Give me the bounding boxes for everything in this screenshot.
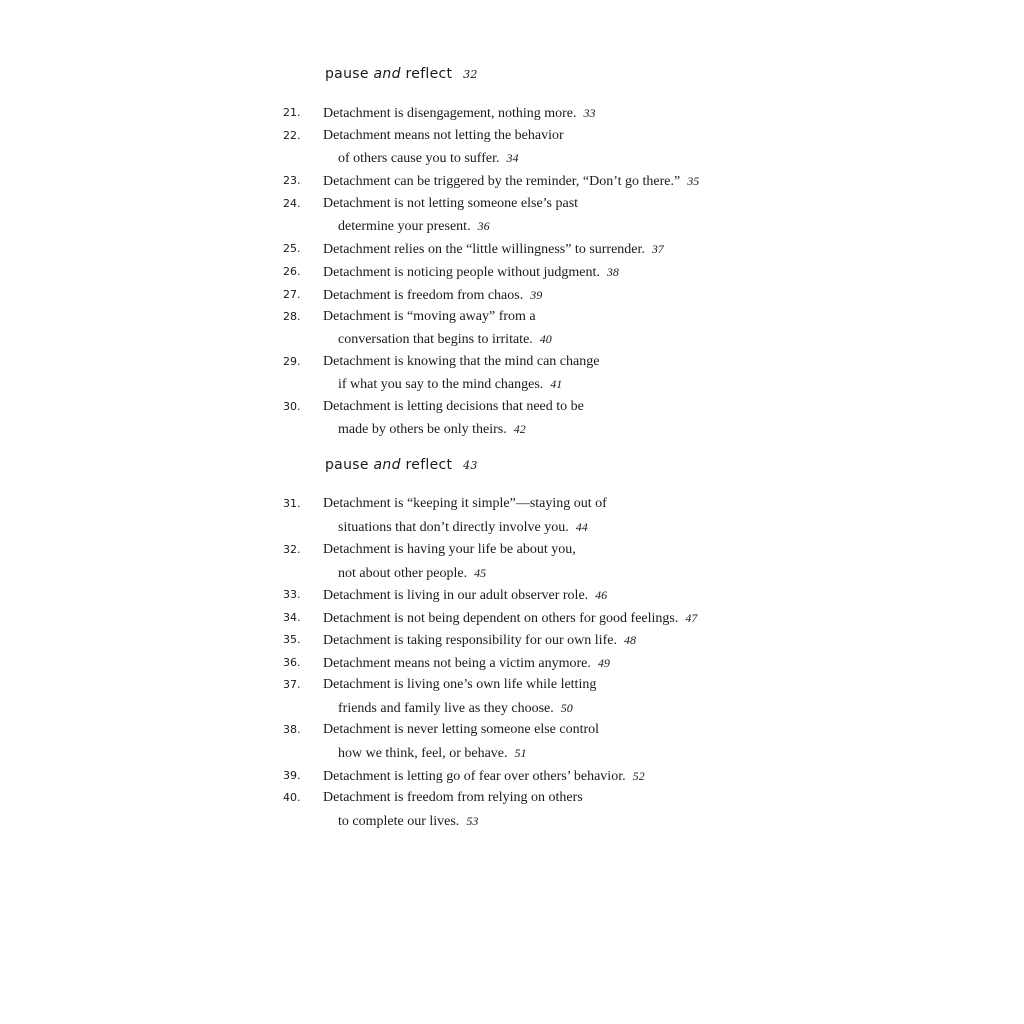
entry-text: of others cause you to suffer. <box>338 151 500 166</box>
entry-number: 21. <box>283 106 301 119</box>
entry-text: Detachment is taking responsibility for our own life. <box>323 633 617 648</box>
section-heading <box>325 457 478 473</box>
entry-text: Detachment is freedom from chaos. <box>323 288 524 303</box>
heading-word-reflect: reflect <box>405 66 453 82</box>
entry-text-line <box>323 170 699 193</box>
entry-number: 35. <box>283 633 301 646</box>
entry-text-line: Detachment is knowing that the mind can change <box>323 354 600 369</box>
entry-text-line-continued <box>338 215 490 238</box>
entry-text-line: Detachment is living one’s own life while letting <box>323 677 597 692</box>
heading-word-and: and <box>373 457 401 473</box>
entry-page-number: 52 <box>632 769 645 783</box>
heading-word-and: and <box>373 66 401 82</box>
entry-number: 40. <box>283 791 301 804</box>
entry-number: 38. <box>283 723 301 736</box>
entry-number: 22. <box>283 129 301 142</box>
entry-number: 23. <box>283 174 301 187</box>
entry-page-number: 49 <box>597 656 610 670</box>
entry-text: if what you say to the mind changes. <box>338 377 544 392</box>
entry-text-line-continued <box>338 328 552 351</box>
entry-page-number: 45 <box>474 566 487 580</box>
entry-number: 28. <box>283 310 301 323</box>
entry-text-line: Detachment is “moving away” from a <box>323 309 536 324</box>
entry-text-line-continued <box>338 742 527 765</box>
entry-page-number: 51 <box>514 746 527 760</box>
entry-text: how we think, feel, or behave. <box>338 746 508 761</box>
entry-number: 31. <box>283 497 301 510</box>
entry-text: Detachment is noticing people without judgment. <box>323 265 600 280</box>
entry-text: situations that don’t directly involve you. <box>338 520 569 535</box>
entry-text-line-continued <box>338 697 573 720</box>
entry-text: conversation that begins to irritate. <box>338 332 533 347</box>
entry-text: determine your present. <box>338 219 471 234</box>
entry-number: 25. <box>283 242 301 255</box>
entry-text: Detachment means not being a victim anymore. <box>323 656 591 671</box>
heading-word-pause: pause <box>325 66 369 82</box>
entry-text-line <box>323 765 645 788</box>
entry-page-number: 34 <box>506 151 519 165</box>
entry-text-line-continued <box>338 418 526 441</box>
entry-page-number: 37 <box>651 242 664 256</box>
entry-text-line-continued <box>338 373 562 396</box>
entry-number: 30. <box>283 400 301 413</box>
entry-text-line: Detachment means not letting the behavior <box>323 128 564 143</box>
entry-text: Detachment is letting go of fear over others’ behavior. <box>323 769 626 784</box>
entry-text-line-continued <box>338 810 478 833</box>
entry-text-line: Detachment is letting decisions that need to be <box>323 399 584 414</box>
entry-text-line <box>323 261 619 284</box>
entry-page-number: 50 <box>560 701 573 715</box>
entry-text-line <box>323 629 636 652</box>
entry-page-number: 35 <box>687 174 700 188</box>
entry-text-line <box>323 238 664 261</box>
entry-number: 34. <box>283 611 301 624</box>
entry-text: Detachment relies on the “little willingness” to surrender. <box>323 242 645 257</box>
entry-page-number: 41 <box>550 377 563 391</box>
entry-number: 39. <box>283 769 301 782</box>
entry-number: 36. <box>283 656 301 669</box>
heading-word-pause: pause <box>325 457 369 473</box>
entry-number: 26. <box>283 265 301 278</box>
entry-page-number: 53 <box>466 814 479 828</box>
entry-text: made by others be only theirs. <box>338 422 507 437</box>
entry-text-line: Detachment is having your life be about you, <box>323 542 576 557</box>
entry-text-line <box>323 284 542 307</box>
entry-text: Detachment is disengagement, nothing more. <box>323 106 577 121</box>
entry-text: friends and family live as they choose. <box>338 701 554 716</box>
entry-text-line: Detachment is freedom from relying on others <box>323 790 583 805</box>
entry-text-line <box>323 102 596 125</box>
entry-text-line-continued <box>338 516 588 539</box>
entry-page-number: 40 <box>539 332 552 346</box>
entry-page-number: 46 <box>595 588 608 602</box>
heading-page-number: 43 <box>463 459 478 472</box>
entry-number: 27. <box>283 288 301 301</box>
entry-text: Detachment is not being dependent on others for good feelings. <box>323 611 679 626</box>
entry-text-line: Detachment is not letting someone else’s past <box>323 196 579 211</box>
entry-number: 33. <box>283 588 301 601</box>
entry-text-line <box>323 652 610 675</box>
entry-page-number: 44 <box>575 520 588 534</box>
entry-text: Detachment is living in our adult observer role. <box>323 588 589 603</box>
entry-text-line <box>323 607 697 630</box>
heading-page-number: 32 <box>463 68 478 81</box>
entry-text: Detachment can be triggered by the reminder, “Don’t go there.” <box>323 174 681 189</box>
entry-number: 37. <box>283 678 301 691</box>
entry-page-number: 38 <box>606 265 619 279</box>
entry-page-number: 36 <box>477 219 490 233</box>
entry-page-number: 47 <box>685 611 698 625</box>
entry-page-number: 42 <box>513 422 526 436</box>
heading-word-reflect: reflect <box>405 457 453 473</box>
entry-text-line-continued <box>338 562 486 585</box>
entry-text: to complete our lives. <box>338 814 460 829</box>
entry-text-line <box>323 584 607 607</box>
section-heading <box>325 66 478 82</box>
entry-page-number: 33 <box>583 106 596 120</box>
entry-text-line: Detachment is “keeping it simple”—staying out of <box>323 496 607 511</box>
entry-text-line: Detachment is never letting someone else control <box>323 722 600 737</box>
entry-text: not about other people. <box>338 566 468 581</box>
entry-number: 24. <box>283 197 301 210</box>
entry-page-number: 48 <box>623 633 636 647</box>
entry-number: 29. <box>283 355 301 368</box>
entry-page-number: 39 <box>530 288 543 302</box>
entry-text-line-continued <box>338 147 518 170</box>
entry-number: 32. <box>283 543 301 556</box>
